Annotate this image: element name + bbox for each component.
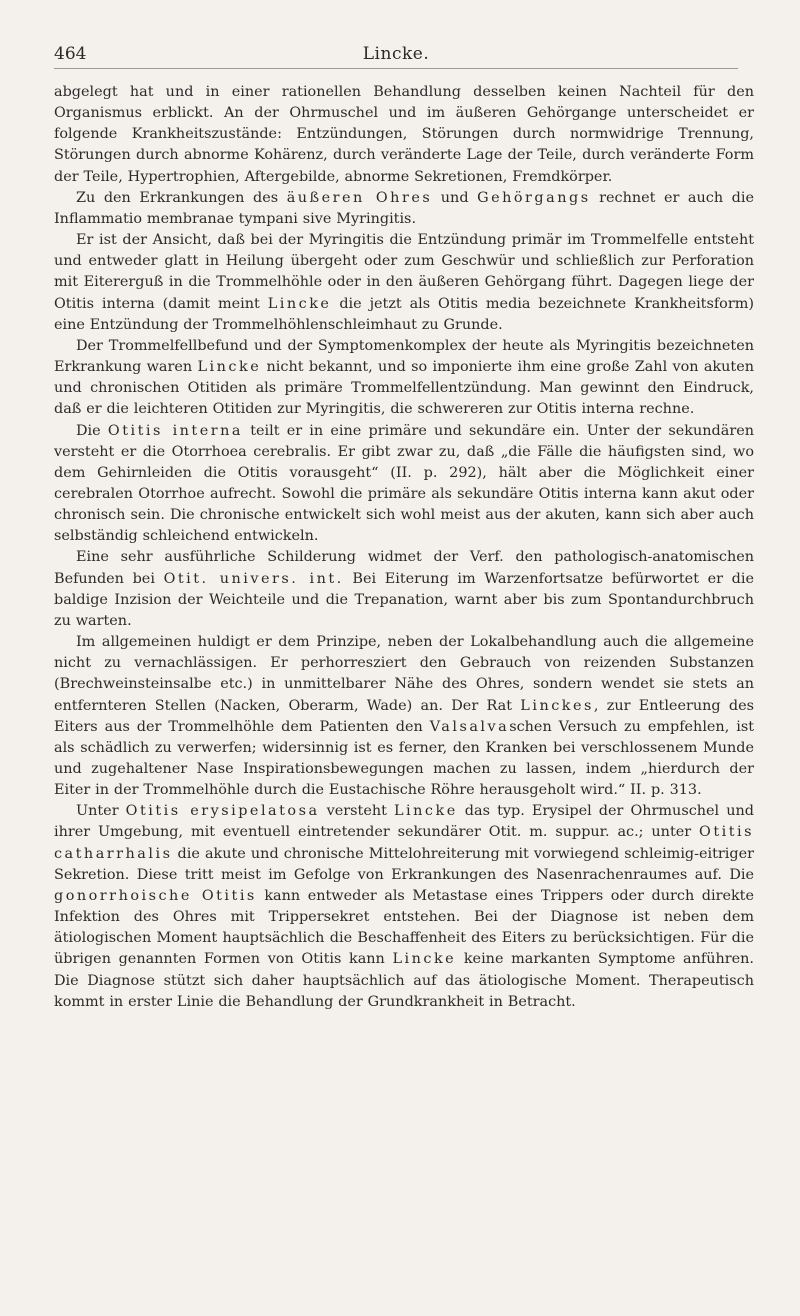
paragraph bbox=[54, 188, 754, 230]
spaced-emphasis: Gehörgangs bbox=[477, 189, 591, 206]
spaced-emphasis: gonorrhoische Otitis bbox=[54, 887, 257, 904]
spaced-emphasis: Otit. univers. int. bbox=[163, 570, 344, 587]
paragraph bbox=[54, 230, 754, 336]
text-run: Die bbox=[76, 422, 108, 439]
spaced-emphasis: Lincke bbox=[393, 803, 458, 820]
body-text bbox=[54, 82, 754, 1013]
text-run: nicht bekannt, und so imponierte ihm eine große Zahl von akuten und chronischen Otitiden als primäre Trommelfellentzündung. Man gewinnt den Eindruck, daß er die leichteren Otitiden zur Myringitis, die schwereren zur Otitis interna rechne. bbox=[54, 359, 754, 418]
text-run: Eine sehr ausführliche Schilderung widmet der Verf. den pathologisch-anatomischen Befunden bei bbox=[54, 549, 754, 587]
text-run: teilt er in eine primäre und sekundäre ein. Unter der sekundären versteht er die Otorrhoea cerebralis. Er gibt zwar zu, daß „die Fälle die häufigsten sind, wo dem Gehirnleiden die Otitis vorausgeht“ (II. p. 292), hält aber die Möglichkeit einer cerebralen Otorrhoe aufrecht. Sowohl die primäre als sekundäre Otitis interna kann akut oder chronisch sein. Die chronische entwickelt sich wohl meist aus der akuten, kann sich aber auch selbständig schleichend entwickeln. bbox=[54, 422, 755, 545]
text-run: Er ist der Ansicht, daß bei der Myringitis die Entzündung primär im Trommelfelle entsteht und entweder glatt in Heilung übergeht oder zum Geschwür und schließlich zur Perforation mit Eitererguß in die Trommelhöhle oder in den äußeren Gehörgang führt. Dagegen liege der Otitis interna (damit meint bbox=[54, 232, 754, 312]
text-run: und bbox=[432, 189, 478, 206]
text-run: Im allgemeinen huldigt er dem Prinzipe, neben der Lokalbehandlung auch die allgemeine nicht zu vernachlässigen. Er perhorresziert den Gebrauch von reizenden Substanzen (Brechweinsteinsalbe etc.) in unmittelbarer Nähe des Ohres, sondern wendet sie stets an entfernteren Stellen (Nacken, Oberarm, Wade) an. Der Rat bbox=[54, 634, 754, 714]
page-number: 464 bbox=[54, 44, 87, 64]
spaced-emphasis: äußeren Ohres bbox=[286, 189, 433, 206]
text-run: abgelegt hat und in einer rationellen Behandlung desselben keinen Nachteil für den Organismus erblickt. An der Ohrmuschel und im äußeren Gehörgange unterscheidet er folgende Krankheitszustände: Entzündungen, Störungen durch normwidrige Trennung, Störungen durch abnorme Kohärenz, durch veränderte Lage der Teile, durch veränderte Form der Teile, Hypertrophien, Aftergebilde, abnorme Sekretionen, Fremdkörper. bbox=[54, 84, 754, 185]
text-run: schen Versuch zu empfehlen, ist als schädlich zu verwerfen; widersinnig ist es ferner, den Kranken bei verschlossenem Munde und zugehaltener Nase Inspirationsbewegungen machen zu lassen, indem „hierdurch der Eiter in der Trommelhöhle durch die Eustachische Röhre herausgeholt wird.“ II. p. 313. bbox=[54, 718, 754, 799]
paragraph bbox=[54, 547, 754, 632]
paragraph bbox=[54, 336, 754, 421]
spaced-emphasis: Otitis erysipelatosa bbox=[125, 803, 320, 820]
page-header bbox=[54, 40, 738, 69]
text-run: Unter bbox=[76, 803, 126, 820]
text-run: keine markanten Symptome anführen. Die Diagnose stützt sich daher hauptsächlich auf das ätiologische Moment. Therapeutisch kommt in erster Linie die Behandlung der Grundkrankheit in Betracht. bbox=[54, 951, 754, 1010]
text-run: Zu den Erkrankungen des bbox=[76, 189, 287, 206]
text-run: Der Trommelfellbefund und der Symptomenkomplex der heute als Myringitis bezeichneten Erkrankung waren bbox=[54, 337, 754, 376]
spaced-emphasis: Lincke bbox=[392, 951, 457, 968]
running-head: Lincke. bbox=[362, 44, 430, 64]
text-run: versteht bbox=[319, 803, 394, 820]
text-run: Bei Eiterung im Warzenfortsatze befürwortet er die baldige Inzision der Weichteile und die Trepanation, warnt aber bis zum Spontandurchbruch zu warten. bbox=[54, 570, 754, 629]
spaced-emphasis: Linckes bbox=[520, 697, 594, 714]
text-run: die jetzt als Otitis media bezeichnete Krankheitsform) eine Entzündung der Trommelhöhlenschleimhaut zu Grunde. bbox=[54, 295, 754, 333]
text-run: das typ. Erysipel der Ohrmuschel und ihrer Umgebung, mit eventuell eintretender sekundärer Otit. m. suppur. ac.; unter bbox=[54, 803, 754, 841]
paragraph bbox=[54, 801, 754, 1013]
spaced-emphasis: Otitis interna bbox=[107, 422, 243, 439]
spaced-emphasis: Lincke bbox=[197, 359, 262, 376]
paragraph bbox=[54, 632, 754, 801]
spaced-emphasis: Lincke bbox=[267, 295, 332, 312]
text-run: kann entweder als Metastase eines Trippers oder durch direkte Infektion des Ohres mit Trippersekret entstehen. Bei der Diagnose ist neben dem ätiologischen Moment hauptsächlich die Beschaffenheit des Eiters zu berücksichtigen. Für die übrigen genannten Formen von Otitis kann bbox=[54, 887, 754, 968]
text-run: rechnet er auch die Inflammatio membranae tympani sive Myringitis. bbox=[54, 189, 754, 227]
text-run: , zur Entleerung des Eiters aus der Trommelhöhle dem Patienten den bbox=[54, 697, 754, 735]
paragraph bbox=[54, 82, 754, 188]
spaced-emphasis: Valsalva bbox=[429, 718, 510, 735]
spaced-emphasis: Otitis catharrhalis bbox=[54, 824, 754, 862]
text-run: die akute und chronische Mittelohreiterung mit vorwiegend schleimig-eitriger Sekretion. Diese tritt meist im Gefolge von Erkrankungen des Nasenrachenraumes auf. Die bbox=[54, 845, 754, 883]
paragraph bbox=[54, 421, 754, 548]
